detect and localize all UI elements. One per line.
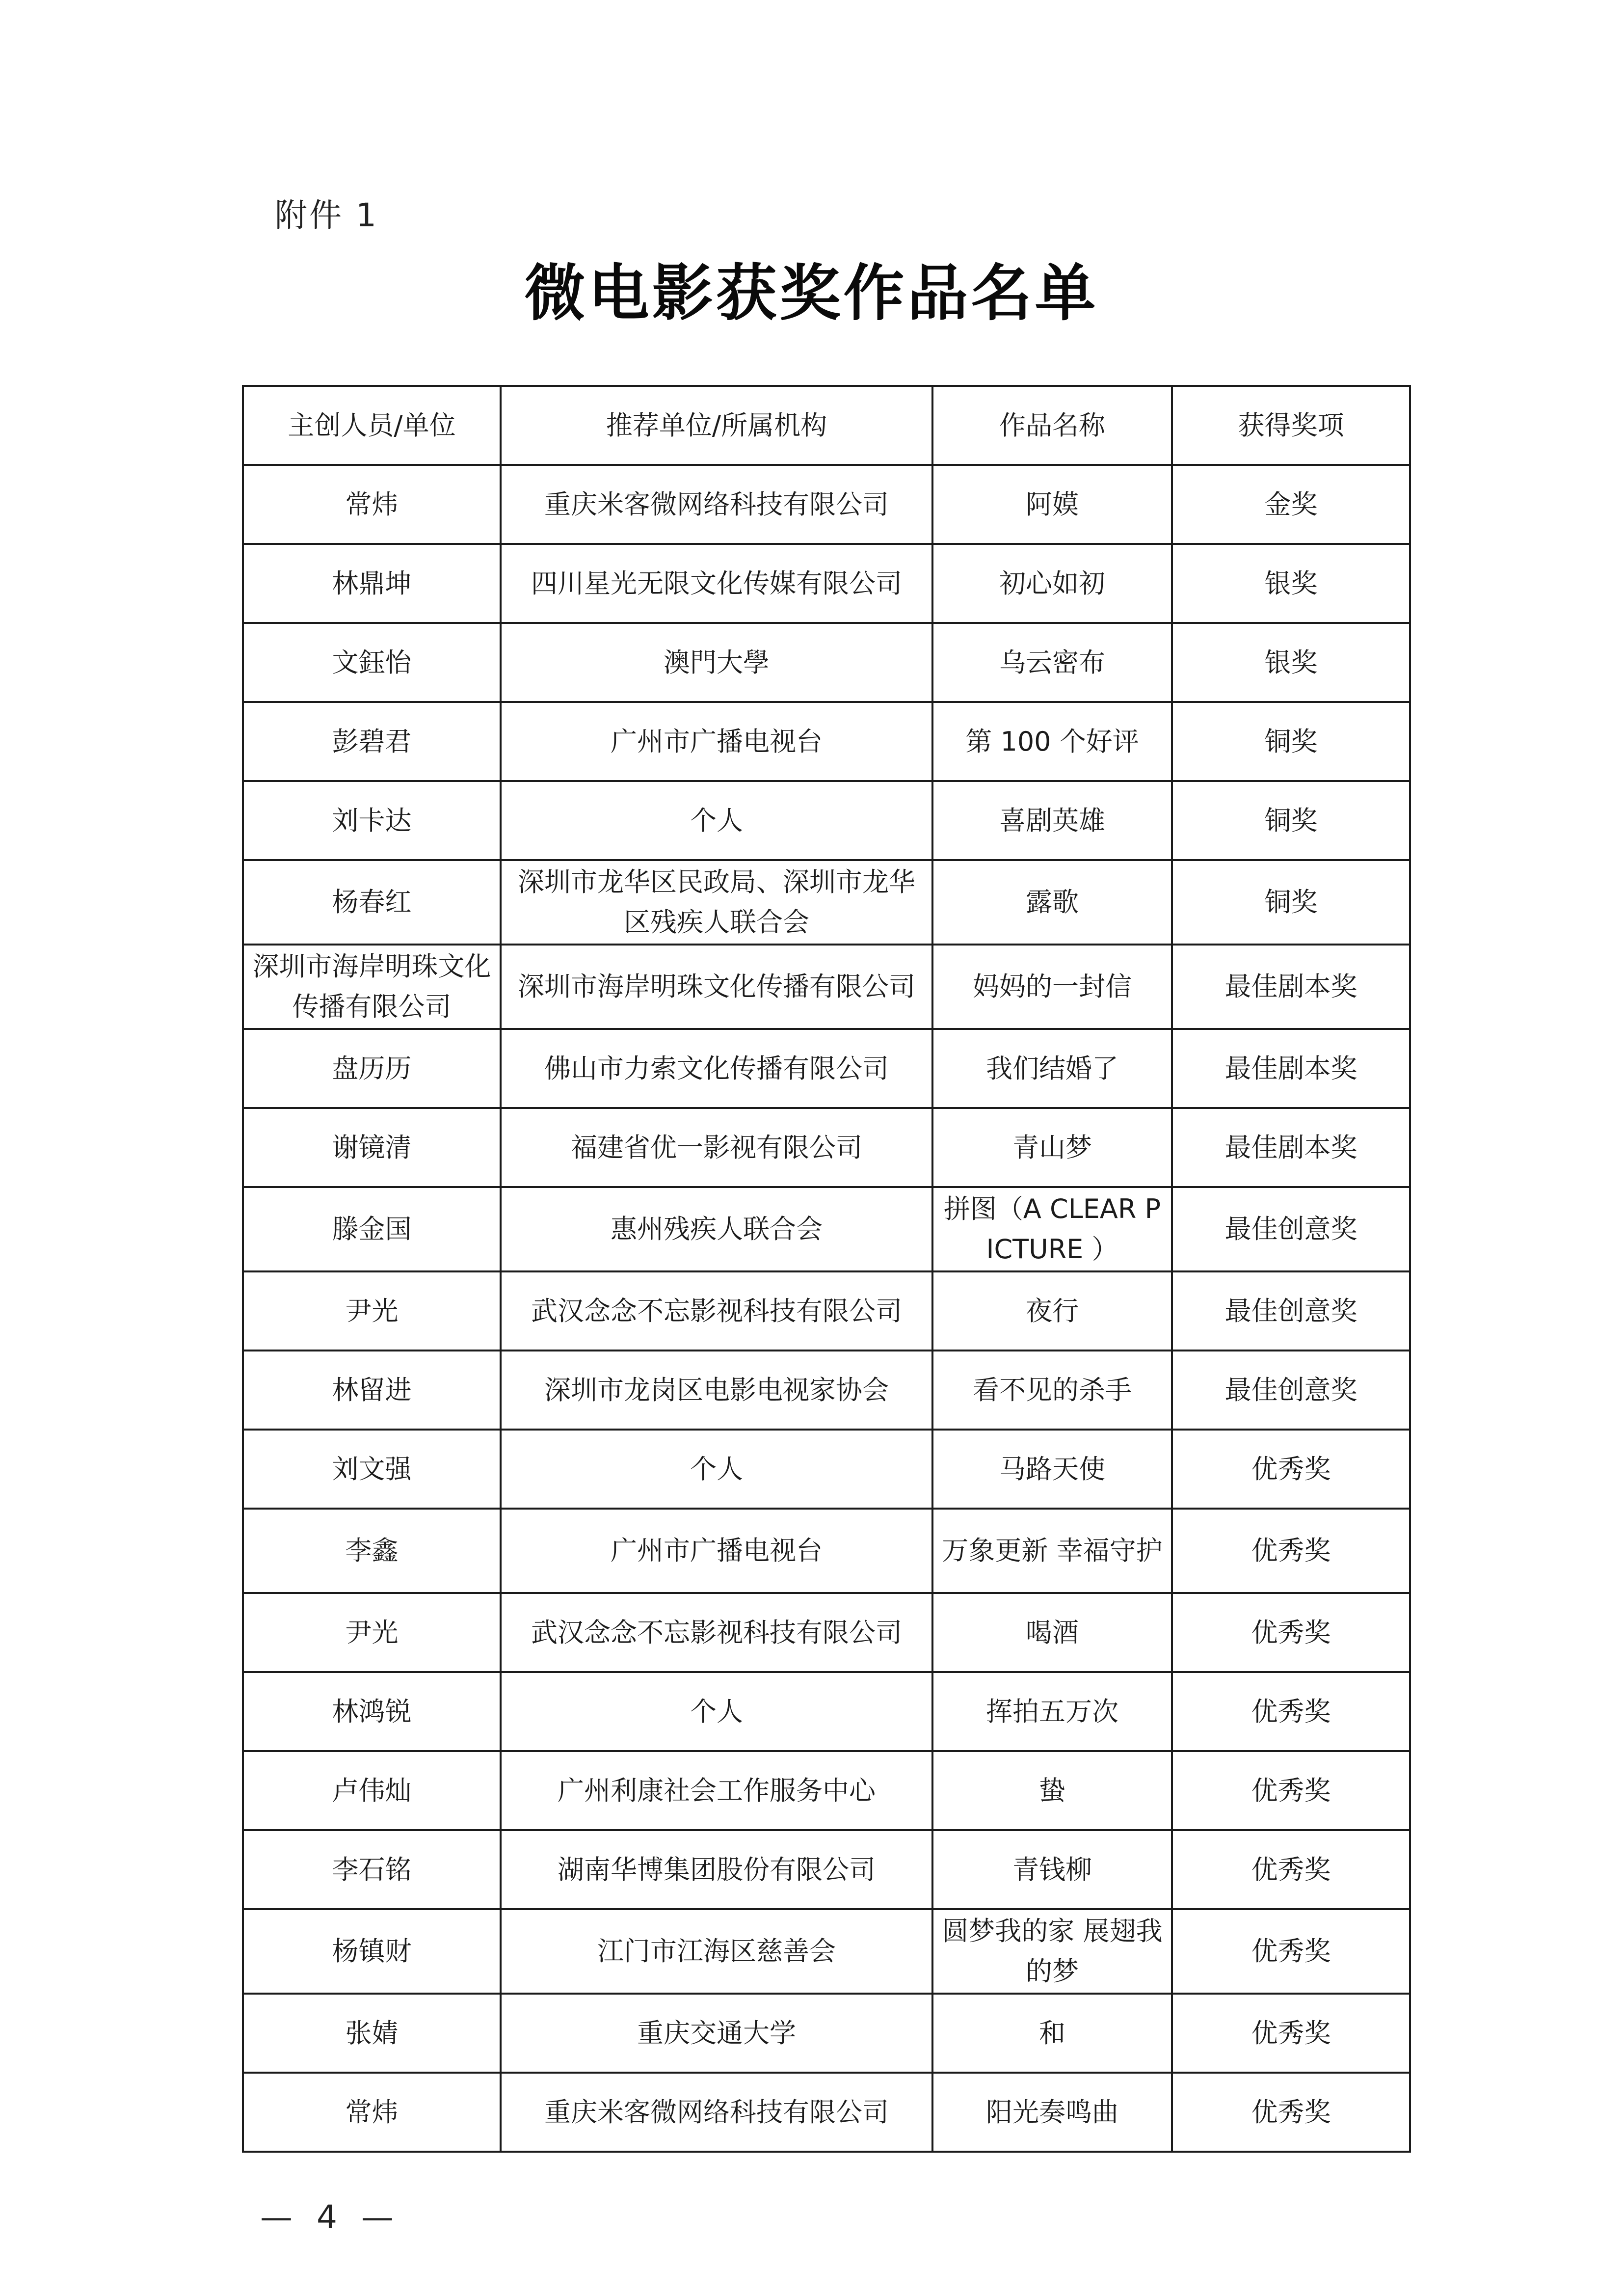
creator-cell: 尹光 bbox=[243, 1271, 501, 1351]
work-title-cell: 万象更新 幸福守护 bbox=[932, 1509, 1172, 1593]
award-cell: 最佳剧本奖 bbox=[1172, 1108, 1410, 1187]
creator-cell: 滕金国 bbox=[243, 1187, 501, 1271]
table-row bbox=[243, 1593, 1410, 1672]
creator-cell: 常炜 bbox=[243, 465, 501, 544]
creator-cell: 张婧 bbox=[243, 1994, 501, 2073]
work-title-cell: 妈妈的一封信 bbox=[932, 945, 1172, 1029]
award-cell: 银奖 bbox=[1172, 544, 1410, 623]
creator-cell: 林鸿锐 bbox=[243, 1672, 501, 1751]
recommender-cell: 武汉念念不忘影视科技有限公司 bbox=[501, 1271, 932, 1351]
creator-cell: 深圳市海岸明珠文化传播有限公司 bbox=[243, 945, 501, 1029]
work-title-cell: 青山梦 bbox=[932, 1108, 1172, 1187]
recommender-cell: 个人 bbox=[501, 781, 932, 860]
table-header-row bbox=[243, 386, 1410, 465]
work-title-cell: 乌云密布 bbox=[932, 623, 1172, 702]
table-row bbox=[243, 2073, 1410, 2152]
award-cell: 铜奖 bbox=[1172, 860, 1410, 945]
table-row bbox=[243, 945, 1410, 1029]
work-title-cell: 蛰 bbox=[932, 1751, 1172, 1830]
table-row bbox=[243, 1830, 1410, 1909]
award-cell: 优秀奖 bbox=[1172, 1994, 1410, 2073]
table-row bbox=[243, 702, 1410, 781]
creator-cell: 尹光 bbox=[243, 1593, 501, 1672]
creator-cell: 李石铭 bbox=[243, 1830, 501, 1909]
page-number: — 4 — bbox=[260, 2198, 400, 2236]
work-title-cell: 我们结婚了 bbox=[932, 1029, 1172, 1108]
award-cell: 最佳创意奖 bbox=[1172, 1271, 1410, 1351]
recommender-cell: 广州市广播电视台 bbox=[501, 1509, 932, 1593]
table-row bbox=[243, 623, 1410, 702]
table-row bbox=[243, 1351, 1410, 1430]
table-row bbox=[243, 1187, 1410, 1271]
recommender-cell: 广州市广播电视台 bbox=[501, 702, 932, 781]
award-cell: 金奖 bbox=[1172, 465, 1410, 544]
creator-cell: 林留进 bbox=[243, 1351, 501, 1430]
award-cell: 最佳剧本奖 bbox=[1172, 945, 1410, 1029]
creator-cell: 刘文强 bbox=[243, 1430, 501, 1509]
table-row bbox=[243, 1509, 1410, 1593]
recommender-cell: 惠州残疾人联合会 bbox=[501, 1187, 932, 1271]
creator-cell: 卢伟灿 bbox=[243, 1751, 501, 1830]
award-cell: 优秀奖 bbox=[1172, 1509, 1410, 1593]
table-row bbox=[243, 1751, 1410, 1830]
attachment-label: 附件 1 bbox=[275, 196, 378, 234]
recommender-cell: 澳門大學 bbox=[501, 623, 932, 702]
work-title-cell: 马路天使 bbox=[932, 1430, 1172, 1509]
creator-cell: 李鑫 bbox=[243, 1509, 501, 1593]
table-row bbox=[243, 1108, 1410, 1187]
recommender-cell: 福建省优一影视有限公司 bbox=[501, 1108, 932, 1187]
award-cell: 优秀奖 bbox=[1172, 1909, 1410, 1994]
award-cell: 优秀奖 bbox=[1172, 1593, 1410, 1672]
creator-cell: 林鼎坤 bbox=[243, 544, 501, 623]
work-title-cell: 阳光奏鸣曲 bbox=[932, 2073, 1172, 2152]
recommender-cell: 深圳市海岸明珠文化传播有限公司 bbox=[501, 945, 932, 1029]
award-cell: 铜奖 bbox=[1172, 702, 1410, 781]
document-title: 微电影获奖作品名单 bbox=[524, 258, 1099, 329]
table-row bbox=[243, 860, 1410, 945]
recommender-cell: 个人 bbox=[501, 1430, 932, 1509]
creator-cell: 杨春红 bbox=[243, 860, 501, 945]
recommender-cell: 四川星光无限文化传媒有限公司 bbox=[501, 544, 932, 623]
work-title-cell: 圆梦我的家 展翅我的梦 bbox=[932, 1909, 1172, 1994]
award-cell: 最佳创意奖 bbox=[1172, 1351, 1410, 1430]
award-cell: 优秀奖 bbox=[1172, 1830, 1410, 1909]
table-row bbox=[243, 1909, 1410, 1994]
work-title-cell: 拼图（A CLEAR PICTURE ） bbox=[932, 1187, 1172, 1271]
award-cell: 银奖 bbox=[1172, 623, 1410, 702]
table-row bbox=[243, 1994, 1410, 2073]
work-title-cell: 初心如初 bbox=[932, 544, 1172, 623]
table-row bbox=[243, 1271, 1410, 1351]
creator-cell: 刘卡达 bbox=[243, 781, 501, 860]
recommender-cell: 重庆交通大学 bbox=[501, 1994, 932, 2073]
work-title-cell: 第 100 个好评 bbox=[932, 702, 1172, 781]
recommender-cell: 重庆米客微网络科技有限公司 bbox=[501, 465, 932, 544]
award-list-table bbox=[242, 385, 1411, 2153]
column-header-recommender: 推荐单位/所属机构 bbox=[501, 386, 932, 465]
creator-cell: 彭碧君 bbox=[243, 702, 501, 781]
table-row bbox=[243, 544, 1410, 623]
work-title-cell: 青钱柳 bbox=[932, 1830, 1172, 1909]
recommender-cell: 重庆米客微网络科技有限公司 bbox=[501, 2073, 932, 2152]
recommender-cell: 深圳市龙岗区电影电视家协会 bbox=[501, 1351, 932, 1430]
table-row bbox=[243, 781, 1410, 860]
work-title-cell: 看不见的杀手 bbox=[932, 1351, 1172, 1430]
work-title-cell: 喜剧英雄 bbox=[932, 781, 1172, 860]
column-header-award: 获得奖项 bbox=[1172, 386, 1410, 465]
creator-cell: 盘历历 bbox=[243, 1029, 501, 1108]
table-row bbox=[243, 465, 1410, 544]
recommender-cell: 湖南华博集团股份有限公司 bbox=[501, 1830, 932, 1909]
creator-cell: 常炜 bbox=[243, 2073, 501, 2152]
award-cell: 优秀奖 bbox=[1172, 2073, 1410, 2152]
award-cell: 优秀奖 bbox=[1172, 1430, 1410, 1509]
work-title-cell: 夜行 bbox=[932, 1271, 1172, 1351]
column-header-creator: 主创人员/单位 bbox=[243, 386, 501, 465]
table-row bbox=[243, 1029, 1410, 1108]
column-header-work-title: 作品名称 bbox=[932, 386, 1172, 465]
work-title-cell: 挥拍五万次 bbox=[932, 1672, 1172, 1751]
award-cell: 优秀奖 bbox=[1172, 1751, 1410, 1830]
work-title-cell: 和 bbox=[932, 1994, 1172, 2073]
creator-cell: 谢镜清 bbox=[243, 1108, 501, 1187]
table-row bbox=[243, 1672, 1410, 1751]
creator-cell: 文鈺怡 bbox=[243, 623, 501, 702]
award-cell: 优秀奖 bbox=[1172, 1672, 1410, 1751]
award-cell: 最佳创意奖 bbox=[1172, 1187, 1410, 1271]
recommender-cell: 个人 bbox=[501, 1672, 932, 1751]
creator-cell: 杨镇财 bbox=[243, 1909, 501, 1994]
recommender-cell: 武汉念念不忘影视科技有限公司 bbox=[501, 1593, 932, 1672]
recommender-cell: 广州利康社会工作服务中心 bbox=[501, 1751, 932, 1830]
work-title-cell: 喝酒 bbox=[932, 1593, 1172, 1672]
award-cell: 铜奖 bbox=[1172, 781, 1410, 860]
award-cell: 最佳剧本奖 bbox=[1172, 1029, 1410, 1108]
table-row bbox=[243, 1430, 1410, 1509]
recommender-cell: 佛山市力索文化传播有限公司 bbox=[501, 1029, 932, 1108]
recommender-cell: 江门市江海区慈善会 bbox=[501, 1909, 932, 1994]
recommender-cell: 深圳市龙华区民政局、深圳市龙华区残疾人联合会 bbox=[501, 860, 932, 945]
work-title-cell: 露歌 bbox=[932, 860, 1172, 945]
work-title-cell: 阿嫫 bbox=[932, 465, 1172, 544]
